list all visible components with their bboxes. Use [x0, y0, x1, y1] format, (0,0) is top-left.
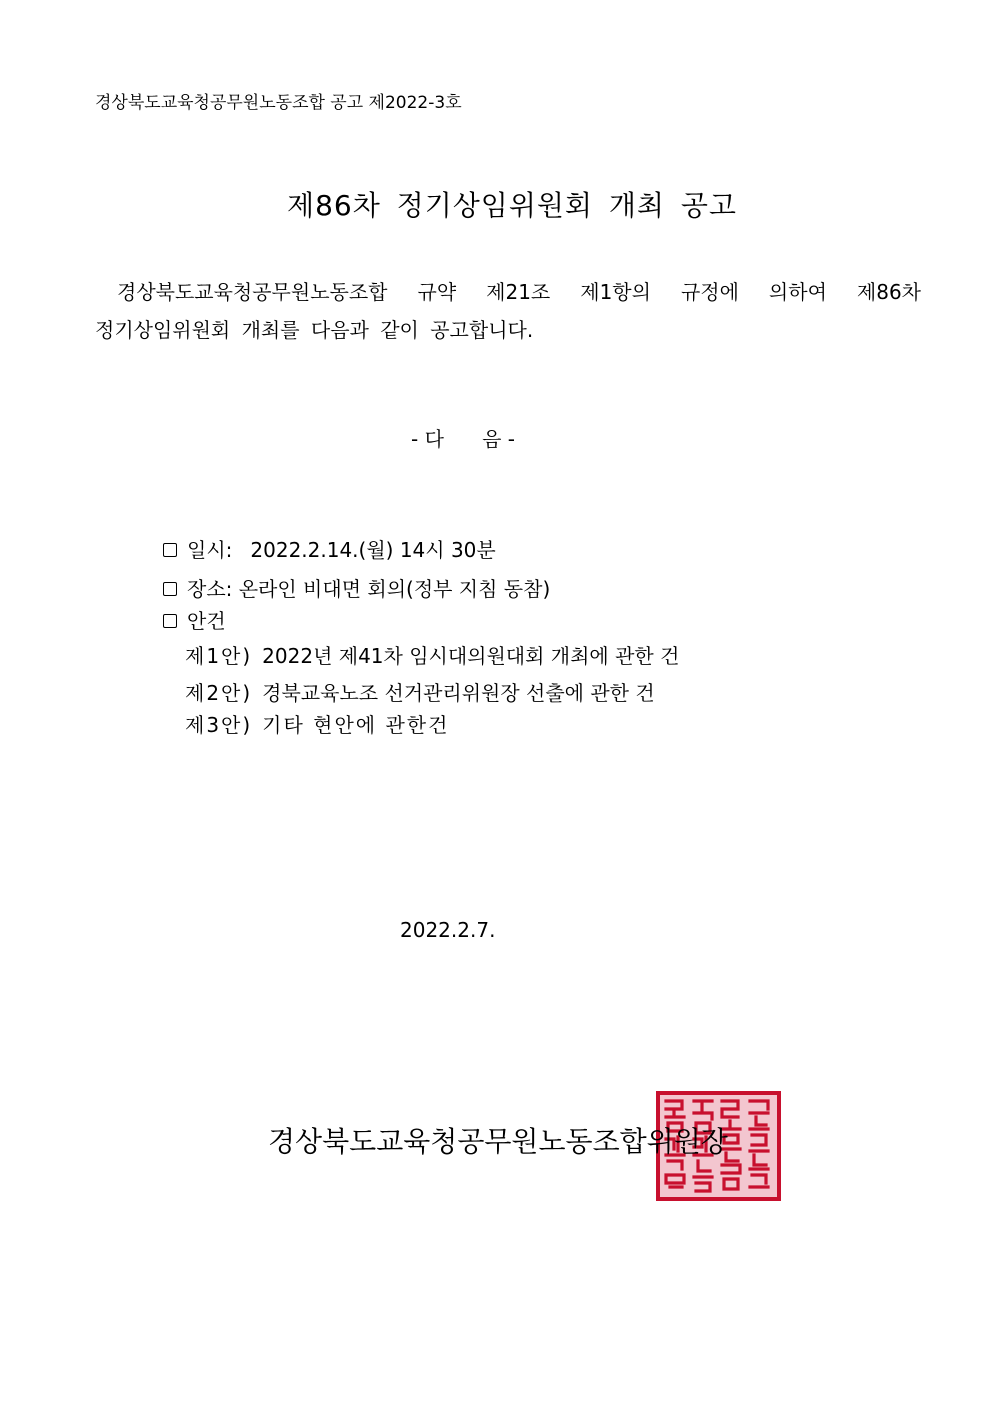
checkbox-icon: [163, 582, 177, 596]
issue-date: 2022.2.7.: [400, 918, 496, 942]
agenda-item: [185, 643, 679, 669]
agenda-label: 안건: [187, 609, 226, 633]
checkbox-icon: [163, 614, 177, 628]
detail-place: [160, 576, 550, 602]
signatory: 경상북도교육청공무원노동조합위원장: [268, 1125, 728, 1158]
notice-number: 경상북도교육청공무원노동조합 공고 제2022-3호: [95, 93, 462, 113]
detail-datetime: [160, 537, 496, 563]
place-text: 장소: 온라인 비대면 회의(정부 지침 동참): [187, 577, 551, 601]
agenda-item-number: 제3안): [185, 713, 253, 737]
intro-line-1: 경상북도교육청공무원노동조합 규약 제21조 제1항의 규정에 의하여 제86차: [117, 280, 921, 304]
datetime-value: 2022.2.14.(월) 14시 30분: [250, 538, 496, 562]
intro-line-2: 정기상임위원회 개최를 다음과 같이 공고합니다.: [95, 318, 534, 342]
intro-paragraph: [95, 273, 921, 349]
agenda-item: [185, 680, 655, 706]
document-title: 제86차 정기상임위원회 개최 공고: [287, 189, 737, 222]
agenda-item-text: 경북교육노조 선거관리위원장 선출에 관한 건: [262, 681, 655, 705]
agenda-item-text: 2022년 제41차 임시대의원대회 개최에 관한 건: [262, 644, 680, 668]
agenda-item-text: 기타 현안에 관한건: [262, 713, 450, 737]
agenda-item-number: 제1안): [185, 644, 253, 668]
datetime-label: 일시:: [187, 538, 233, 562]
agenda-item-number: 제2안): [185, 681, 253, 705]
notice-heading: - 다 음 -: [411, 427, 515, 451]
agenda-item: [185, 712, 449, 738]
checkbox-icon: [163, 543, 177, 557]
detail-agenda: [160, 608, 226, 634]
